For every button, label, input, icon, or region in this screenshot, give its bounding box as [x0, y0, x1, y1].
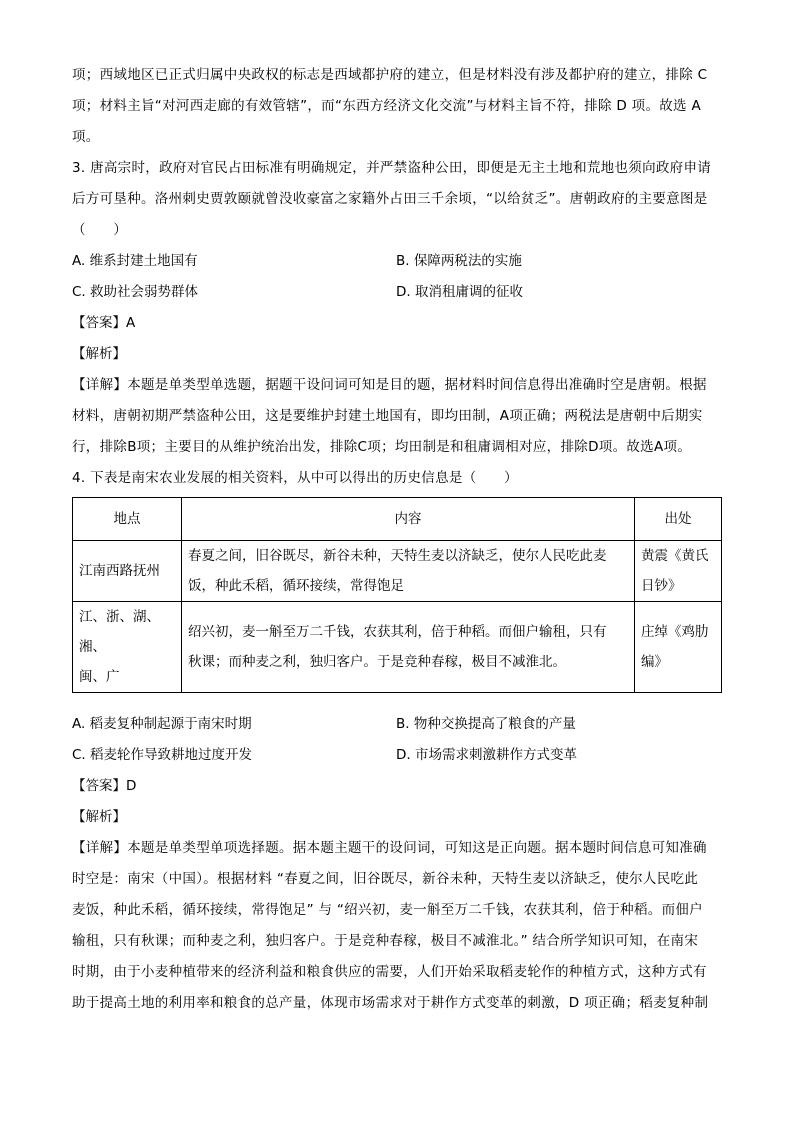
analysis-label: 【解析】	[72, 346, 126, 362]
option-c: C. 稻麦轮作导致耕地过度开发	[72, 747, 253, 763]
question-3	[72, 153, 724, 463]
source-table	[72, 497, 722, 693]
table-cell-place: 江、浙、湖、湘、 闽、广	[73, 602, 182, 693]
table-cell-place: 江南西路抚州	[73, 541, 182, 602]
detail-text: 【详解】本题是单类型单项选择题。据本题主题干的设问词，可知这是正向题。据本题时间信息可知准确	[72, 840, 707, 856]
detail-text: 时空是：南宋（中国）。根据材料 “春夏之间，旧谷既尽，新谷未种，天特生麦以济缺乏，使尔人民吃此	[72, 871, 699, 887]
question-stem: 后方可垦种。洛州刺史贾敦颐就曾没收豪富之家籍外占田三千余顷，“以给贫乏”。唐朝政府的主要意图是	[72, 191, 708, 207]
question-stem: 3. 唐高宗时，政府对官民占田标准有明确规定，并严禁盗种公田，即便是无主土地和荒地也须向政府申请	[72, 160, 712, 176]
question-stem: 4. 下表是南宋农业发展的相关资料，从中可以得出的历史信息是（ ）	[72, 470, 518, 486]
table-cell-source: 庄绰《鸡肋 编》	[635, 602, 722, 693]
previous-explanation	[72, 60, 724, 153]
detail-text: 行，排除B项；主要目的从维护统治出发，排除C项；均田制是和租庸调相对应，排除D项。故选A项。	[72, 439, 692, 455]
table-header-source: 出处	[635, 498, 722, 541]
detail-text: 输租，只有秋课；而种麦之利，独归客户。于是竞种春稼，极目不减淮北。” 结合所学知识可知，在南宋	[72, 933, 699, 949]
detail-text: 材料，唐朝初期严禁盗种公田，这是要维护封建土地国有，即均田制，A项正确；两税法是唐朝中后期实	[72, 408, 703, 424]
option-d: D. 取消租庸调的征收	[396, 284, 523, 300]
table-row	[73, 602, 722, 693]
question-4	[72, 463, 724, 1019]
table-cell-content: 绍兴初，麦一斛至万二千钱，农获其利，倍于种稻。而佃户输租，只有 秋课；而种麦之利，独归客户。于是竞种春稼，极目不减淮北。	[182, 602, 635, 693]
table-header-row	[73, 498, 722, 541]
text-line: 项；材料主旨“对河西走廊的有效管辖”，而“东西方经济文化交流”与材料主旨不符，排除 D 项。故选 A	[72, 98, 701, 114]
table-row	[73, 541, 722, 602]
text-line: 项。	[72, 129, 100, 145]
option-a: A. 维系封建土地国有	[72, 253, 198, 269]
document-page	[72, 60, 724, 1019]
question-stem: （ ）	[72, 222, 128, 238]
table-cell-source: 黄震《黄氏 日钞》	[635, 541, 722, 602]
table-header-content: 内容	[182, 498, 635, 541]
option-d: D. 市场需求刺激耕作方式变革	[396, 747, 577, 763]
analysis-label: 【解析】	[72, 809, 126, 825]
detail-text: 麦饭，种此禾稻，循环接续，常得饱足” 与 “绍兴初，麦一斛至万二千钱，农获其利，倍于种稻。而佃户	[72, 902, 703, 918]
table-cell-content: 春夏之间，旧谷既尽，新谷未种，天特生麦以济缺乏，使尔人民吃此麦 饭，种此禾稻，循环接续，常得饱足	[182, 541, 635, 602]
answer-label: 【答案】A	[72, 315, 136, 331]
table-header-place: 地点	[73, 498, 182, 541]
answer-label: 【答案】D	[72, 778, 137, 794]
detail-text: 时期，由于小麦种植带来的经济利益和粮食供应的需要，人们开始采取稻麦轮作的种植方式，这种方式有	[72, 964, 707, 980]
options-row	[72, 277, 724, 308]
detail-text: 助于提高土地的利用率和粮食的总产量，体现市场需求对于耕作方式变革的刺激，D 项正确；稻麦复种制	[72, 995, 709, 1011]
option-b: B. 物种交换提高了粮食的产量	[396, 716, 576, 732]
options-row	[72, 709, 724, 740]
detail-text: 【详解】本题是单类型单选题，据题干设问词可知是目的题，据材料时间信息得出准确时空是唐朝。根据	[72, 377, 707, 393]
option-c: C. 救助社会弱势群体	[72, 284, 199, 300]
options-row	[72, 740, 724, 771]
text-line: 项；西域地区已正式归属中央政权的标志是西域都护府的建立，但是材料没有涉及都护府的建立，排除 C	[72, 67, 708, 83]
option-b: B. 保障两税法的实施	[396, 253, 522, 269]
options-row	[72, 246, 724, 277]
option-a: A. 稻麦复种制起源于南宋时期	[72, 716, 252, 732]
